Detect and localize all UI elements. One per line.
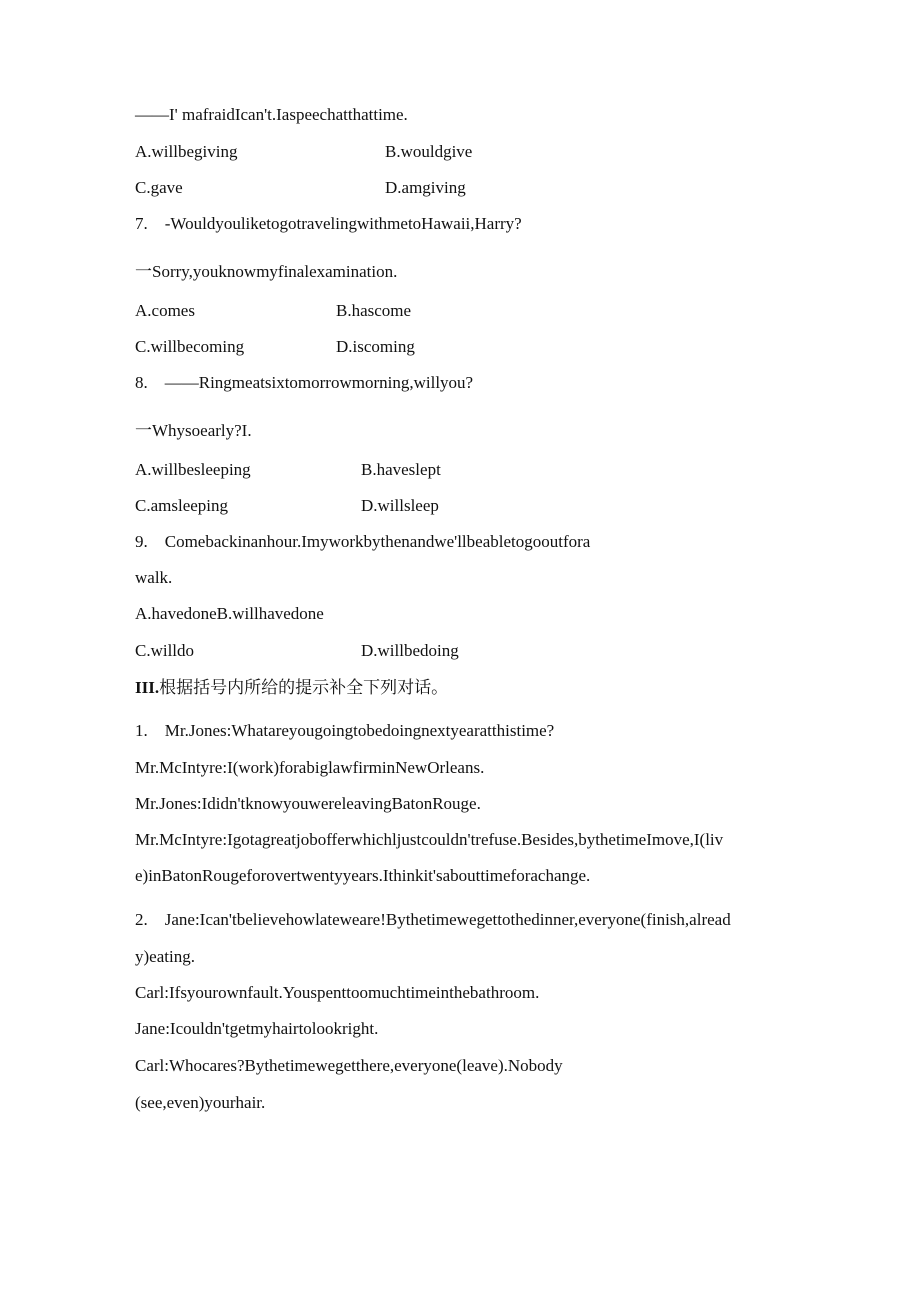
q8-option-a: A.willbesleeping [135,460,251,479]
section-instruction: 根据括号内所给的提示补全下列对话。 [159,678,449,697]
dialog1-line2: Mr.McIntyre:I(work)forabiglawfirminNewOrleans. [135,758,485,777]
dialog2-line2: y)eating. [135,947,195,966]
q8-reply: 一Whysoearly?I. [135,421,252,440]
q7-option-a: A.comes [135,301,195,320]
dialog1-line4: Mr.McIntyre:Igotagreatjobofferwhichljustcouldn'trefuse.Besides,bythetimeImove,I(liv [135,830,724,849]
q7-option-d: D.iscoming [336,337,415,356]
dialog2-line3: Carl:Ifsyourownfault.Youspenttoomuchtimeinthebathroom. [135,983,540,1002]
dialog2-line4: Jane:Icouldn'tgetmyhairtolookright. [135,1019,379,1038]
q7-reply: 一Sorry,youknowmyfinalexamination. [135,262,398,281]
section-heading [135,677,448,699]
dialog1-line3: Mr.Jones:Ididn'tknowyouwereleavingBatonRouge. [135,794,481,813]
q7-stem: 7. -WouldyouliketogotravelingwithmetoHawaii,Harry? [135,214,522,233]
dialog1-line1: 1. Mr.Jones:Whatareyougoingtobedoingnextyearatthistime? [135,721,555,740]
q8-stem: 8. ——Ringmeatsixtomorrowmorning,willyou? [135,373,474,392]
q9-stem-line2: walk. [135,568,173,587]
q6-option-c: C.gave [135,178,183,197]
q7-option-b: B.hascome [336,301,412,320]
q7-option-c: C.willbecoming [135,337,245,356]
q8-option-c: C.amsleeping [135,496,229,515]
dialog2-line5: Carl:Whocares?Bythetimewegetthere,everyone(leave).Nobody [135,1056,563,1075]
q9-option-c: C.willdo [135,641,195,660]
dialog2-line1: 2. Jane:Ican'tbelievehowlateweare!Bythetimewegettothedinner,everyone(finish,alread [135,910,731,929]
q6-option-a: A.willbegiving [135,142,238,161]
q6-option-b: B.wouldgive [385,142,473,161]
dialog2-line6: (see,even)yourhair. [135,1093,266,1112]
q6-dialog-reply: ——I' mafraidIcan't.Iaspeechatthattime. [135,105,408,124]
q9-stem-line1: 9. Comebackinanhour.Imyworkbythenandwe'llbeabletogooutfora [135,532,591,551]
q6-option-d: D.amgiving [385,178,466,197]
q9-option-d: D.willbedoing [361,641,459,660]
q9-option-ab: A.havedoneB.willhavedone [135,604,324,623]
section-number: III. [135,678,160,697]
dialog1-line5: e)inBatonRougeforovertwentyyears.Ithinkit'sabouttimeforachange. [135,866,591,885]
q8-option-b: B.haveslept [361,460,441,479]
q8-option-d: D.willsleep [361,496,439,515]
